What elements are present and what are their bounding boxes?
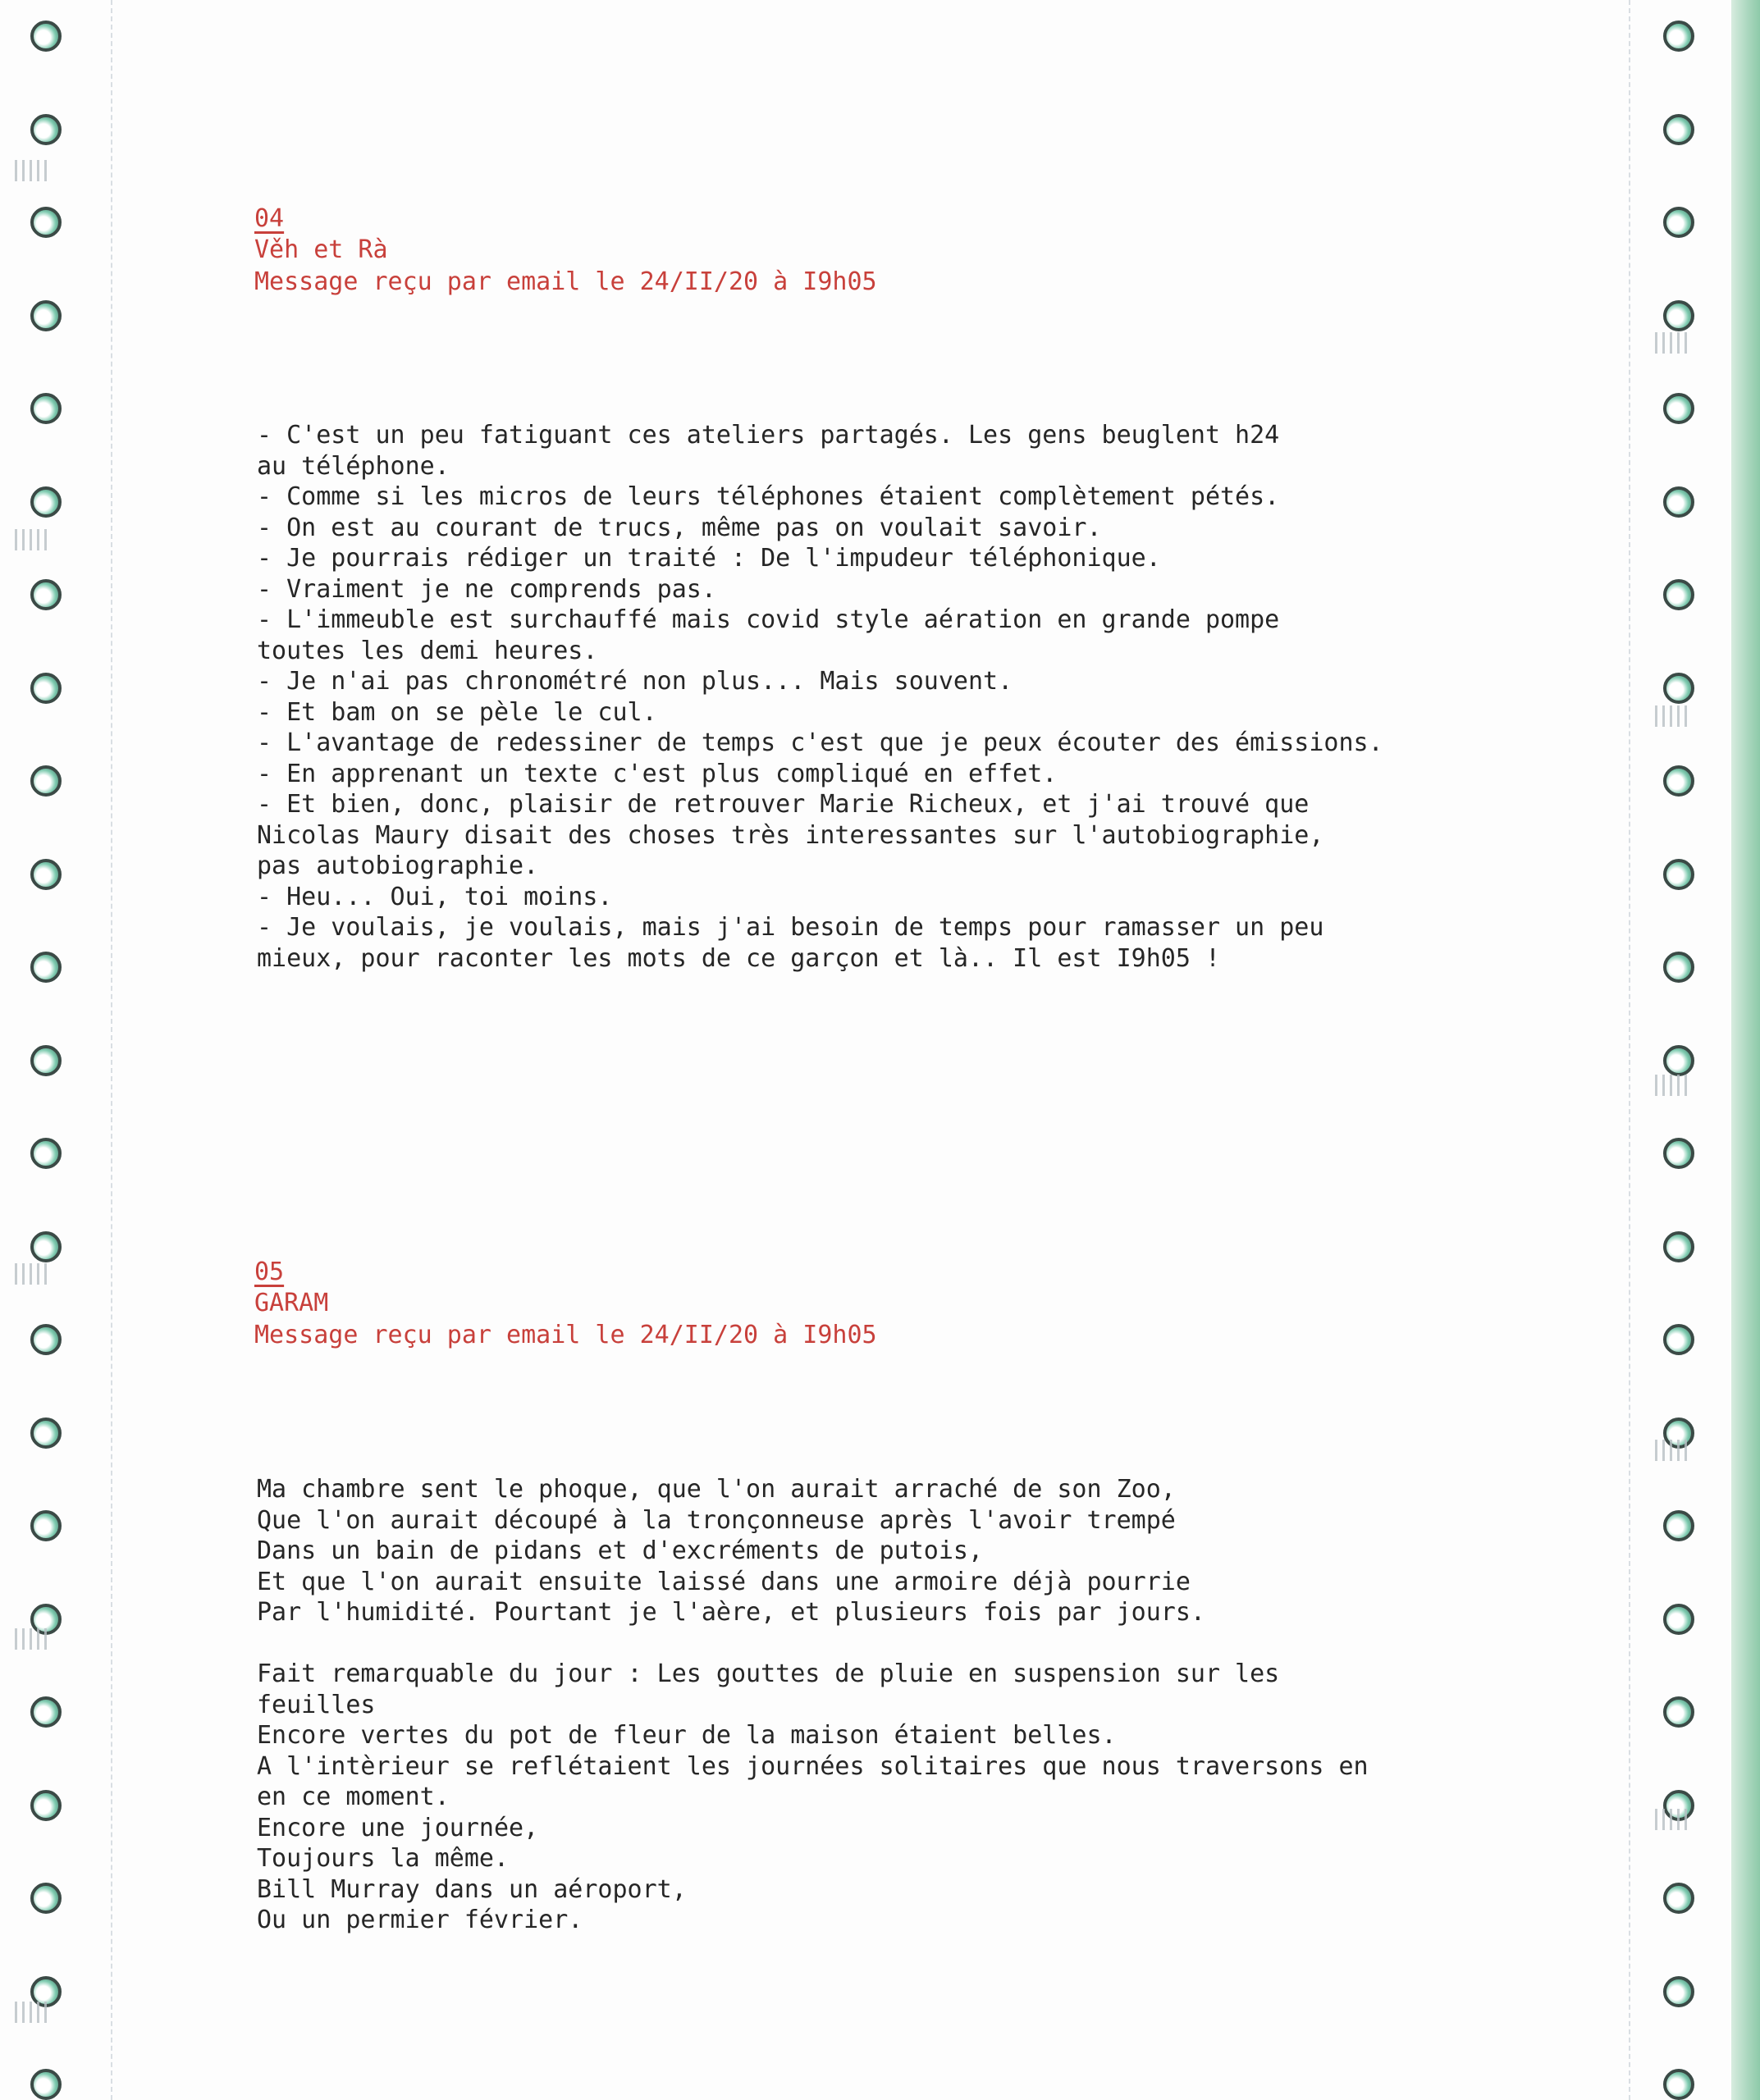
entry-05 (254, 1257, 1485, 1352)
sprocket-hole-icon (1663, 1138, 1694, 1169)
sprocket-hole-icon (30, 673, 62, 704)
sprocket-hole-icon (30, 114, 62, 145)
sprocket-hole-icon (30, 393, 62, 424)
text-line: - L'avantage de redessiner de temps c'est que je peux écouter des émissions. (257, 728, 1383, 757)
text-line: - Je voulais, je voulais, mais j'ai besoin de temps pour ramasser un peu (257, 913, 1324, 942)
text-line: Que l'on aurait découpé à la tronçonneuse après l'avoir trempé (257, 1505, 1176, 1535)
sprocket-hole-icon (30, 579, 62, 610)
text-line: - Et bien, donc, plaisir de retrouver Marie Richeux, et j'ai trouvé que (257, 790, 1310, 819)
sprocket-hole-icon (1663, 1324, 1694, 1355)
sprocket-hole-icon (1663, 579, 1694, 610)
perforation-mark (15, 160, 49, 181)
text-line: - Heu... Oui, toi moins. (257, 882, 613, 911)
sprocket-hole-icon (30, 207, 62, 238)
blank-line (257, 1628, 1471, 1659)
sprocket-hole-icon (1663, 486, 1694, 518)
sprocket-hole-icon (30, 2069, 62, 2100)
sprocket-hole-icon (1663, 21, 1694, 52)
sprocket-hole-icon (1663, 859, 1694, 890)
sprocket-hole-icon (1663, 952, 1694, 983)
text-line: - L'immeuble est surchauffé mais covid style aération en grande pompe (257, 605, 1280, 634)
text-line: Fait remarquable du jour : Les gouttes de pluie en suspension sur les (257, 1659, 1280, 1688)
sprocket-hole-icon (1663, 1976, 1694, 2007)
sprocket-hole-icon (1663, 393, 1694, 424)
perforation-mark (1655, 332, 1689, 354)
sprocket-hole-icon (30, 300, 62, 331)
sprocket-hole-icon (1663, 300, 1694, 331)
entry-number: 04 (254, 204, 285, 233)
sprocket-hole-icon (1663, 1696, 1694, 1728)
text-line: - On est au courant de trucs, même pas on voulait savoir. (257, 513, 1102, 542)
perforation-mark (1655, 1075, 1689, 1096)
sprocket-hole-icon (30, 1696, 62, 1728)
left-tractor-strip (0, 0, 112, 2100)
text-line: en ce moment. (257, 1783, 450, 1811)
perforation-mark (15, 1628, 49, 1650)
perforation-mark (15, 1263, 49, 1285)
text-line: Ma chambre sent le phoque, que l'on aurait arraché de son Zoo, (257, 1475, 1176, 1504)
entry-04 (254, 203, 1485, 299)
text-line: toutes les demi heures. (257, 636, 598, 665)
perforation-mark (1655, 1809, 1689, 1830)
text-line: - C'est un peu fatiguant ces ateliers partagés. Les gens beuglent h24 (257, 421, 1280, 450)
sprocket-hole-icon (30, 1418, 62, 1449)
text-line: feuilles (257, 1690, 376, 1719)
right-tractor-strip (1629, 0, 1733, 2100)
sprocket-hole-icon (30, 486, 62, 518)
text-line: mieux, pour raconter les mots de ce garçon et là.. Il est I9h05 ! (257, 943, 1220, 973)
text-line: - Et bam on se pèle le cul. (257, 697, 657, 727)
sprocket-hole-icon (1663, 1604, 1694, 1635)
sprocket-hole-icon (30, 1790, 62, 1821)
entry-meta: Message reçu par email le 24/II/20 à I9h05 (254, 267, 877, 296)
text-line: A l'intèrieur se reflétaient les journées solitaires que nous traversons en (257, 1751, 1369, 1781)
sprocket-hole-icon (30, 1883, 62, 1914)
sprocket-hole-icon (1663, 765, 1694, 797)
sprocket-hole-icon (1663, 114, 1694, 145)
entry-05-body (257, 1474, 1471, 1936)
text-line: - En apprenant un texte c'est plus compliqué en effet. (257, 759, 1058, 788)
perforation-mark (1655, 705, 1689, 727)
entry-meta: Message reçu par email le 24/II/20 à I9h05 (254, 1321, 877, 1349)
text-line: Toujours la même. (257, 1844, 510, 1873)
text-line: Encore vertes du pot de fleur de la maison étaient belles. (257, 1721, 1117, 1750)
sprocket-hole-icon (1663, 1510, 1694, 1541)
sprocket-hole-icon (30, 952, 62, 983)
entry-04-body (257, 420, 1471, 974)
sprocket-hole-icon (30, 21, 62, 52)
perforation-mark (15, 2002, 49, 2023)
entry-author: Věh et Rà (254, 235, 388, 264)
text-line: Bill Murray dans un aéroport, (257, 1874, 687, 1904)
text-line: Et que l'on aurait ensuite laissé dans une armoire déjà pourrie (257, 1567, 1191, 1596)
paper-edge-tint (1731, 0, 1760, 2100)
text-line: - Je n'ai pas chronométré non plus... Mais souvent. (257, 667, 1013, 696)
text-line: Ou un permier février. (257, 1906, 583, 1934)
sprocket-hole-icon (30, 1138, 62, 1169)
sprocket-hole-icon (1663, 1883, 1694, 1914)
text-line: Encore une journée, (257, 1813, 539, 1842)
entry-author: GARAM (254, 1289, 329, 1317)
sprocket-hole-icon (30, 1324, 62, 1355)
text-line: - Vraiment je ne comprends pas. (257, 574, 716, 604)
sprocket-hole-icon (30, 1231, 62, 1262)
text-line: Dans un bain de pidans et d'excréments de putois, (257, 1536, 984, 1565)
perforation-mark (1655, 1440, 1689, 1461)
sprocket-hole-icon (30, 1510, 62, 1541)
sprocket-hole-icon (30, 859, 62, 890)
text-line: - Comme si les micros de leurs téléphones étaient complètement pétés. (257, 482, 1280, 511)
text-line: - Je pourrais rédiger un traité : De l'impudeur téléphonique. (257, 544, 1161, 573)
sprocket-hole-icon (1663, 1231, 1694, 1262)
entry-number: 05 (254, 1258, 285, 1286)
sprocket-hole-icon (1663, 1045, 1694, 1076)
perforation-mark (15, 529, 49, 550)
text-line: pas autobiographie. (257, 851, 539, 880)
sprocket-hole-icon (30, 765, 62, 797)
text-line: Par l'humidité. Pourtant je l'aère, et plusieurs fois par jours. (257, 1598, 1205, 1627)
text-line: au téléphone. (257, 451, 450, 481)
sprocket-hole-icon (1663, 673, 1694, 704)
text-line: Nicolas Maury disait des choses très interessantes sur l'autobiographie, (257, 820, 1324, 850)
sprocket-hole-icon (1663, 2069, 1694, 2100)
sprocket-hole-icon (30, 1045, 62, 1076)
sprocket-hole-icon (1663, 207, 1694, 238)
